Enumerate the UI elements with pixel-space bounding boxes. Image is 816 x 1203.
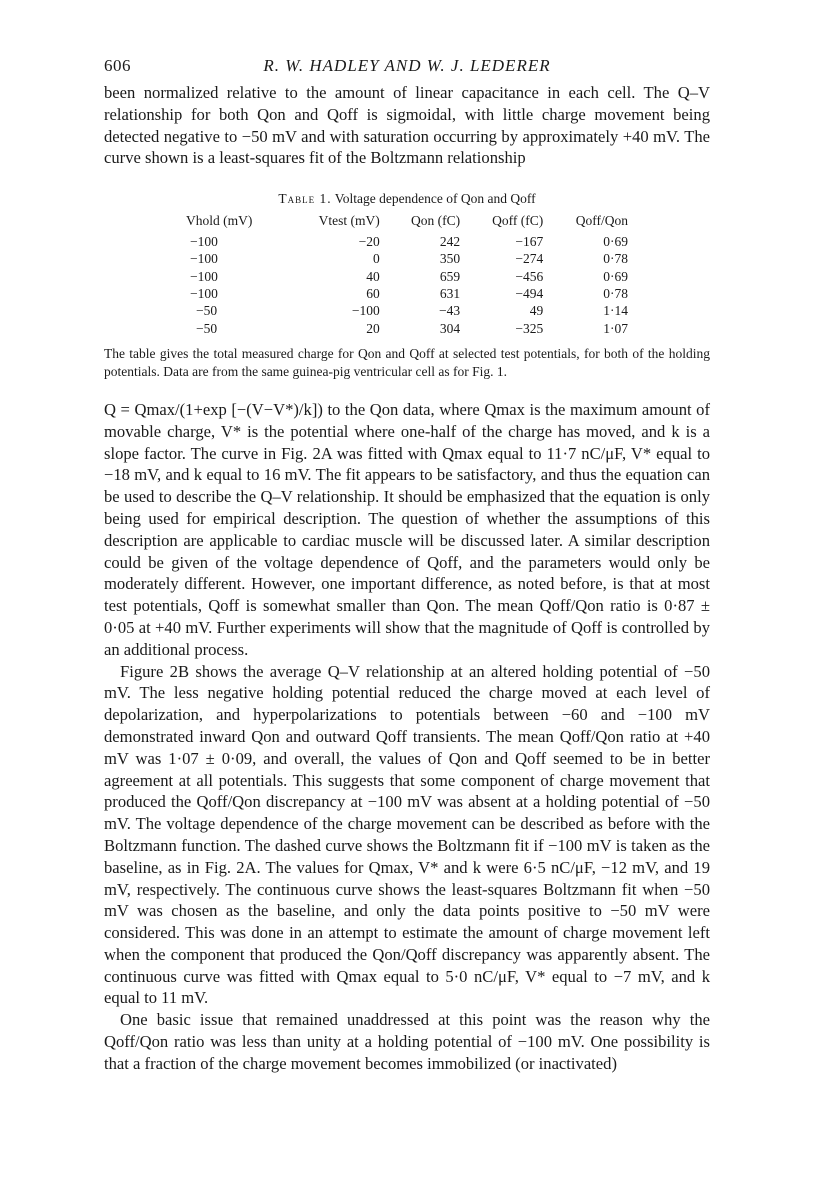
cell-qon: 242 [439, 234, 461, 250]
table-row [182, 233, 632, 250]
cell-vtest: 60 [366, 286, 380, 302]
paragraph-3: Figure 2B shows the average Q–V relationship at an altered holding potential of −50 mV. The less negative holding potential reduced the charge moved at each level of depolarization, and hyperpolarizations to potentials between −60 and −100 mV demonstrated inward Qon and outward Qoff transients. The mean Qoff/Qon ratio at +40 mV was 1·07 ± 0·09, and overall, the values of Qon and Qoff seemed to be in better agreement at all potentials. This suggests that some component of charge movement that produced the Qoff/Qon discrepancy at −100 mV was absent at a holding potential of −50 mV. The voltage dependence of the charge movement can be described as before with the Boltzmann function. The dashed curve shows the Boltzmann fit if −100 mV is taken as the baseline, as in Fig. 2A. The values for Qmax, V* and k were 6·5 nC/μF, −12 mV, and 19 mV, respectively. The continuous curve shows the least-squares Boltzmann fit when −50 mV was chosen as the baseline, and only the data points positive to −50 mV were considered. This was done in an attempt to estimate the amount of charge movement left when the component that produced the Qon/Qoff discrepancy was apparently absent. The continuous curve was fitted with Qmax equal to 5·0 nC/μF, V* equal to −7 mV, and k equal to 11 mV. [104, 661, 710, 1008]
table-1 [104, 191, 710, 381]
table-header-row [182, 211, 632, 233]
table-row [182, 302, 632, 319]
cell-ratio: 1·14 [603, 303, 628, 319]
data-table [182, 211, 632, 337]
table-row [182, 268, 632, 285]
cell-vtest: 20 [366, 320, 380, 336]
cell-vhold: −100 [190, 268, 218, 284]
cell-qon: −43 [438, 303, 461, 319]
paragraph-1: been normalized relative to the amount of linear capacitance in each cell. The Q–V relationship for both Qon and Qoff is sigmoidal, with little charge movement being detected negative to −50 mV and with saturation occurring by approximately +40 mV. The curve shown is a least-squares fit of the Boltzmann relationship [104, 83, 710, 168]
cell-vtest: −100 [351, 303, 380, 319]
table-title-text: Voltage dependence of Qon and Qoff [334, 191, 536, 207]
cell-vhold: −50 [196, 320, 218, 336]
cell-ratio: 0·69 [603, 268, 628, 284]
paper-page [104, 56, 710, 1075]
cell-vtest: −20 [358, 234, 380, 250]
cell-qoff: −456 [515, 268, 544, 284]
running-head: R. W. HADLEY AND W. J. LEDERER [263, 56, 551, 75]
cell-vhold: −100 [190, 286, 218, 302]
cell-ratio: 0·78 [603, 251, 628, 267]
table-row [182, 250, 632, 267]
column-header-ratio: Qoff/Qon [575, 213, 628, 229]
cell-qoff: −494 [515, 286, 544, 302]
cell-ratio: 1·07 [603, 320, 628, 336]
table-caption: The table gives the total measured charge for Qon and Qoff at selected test potentials, for both of the holding potentials. Data are from the same guinea-pig ventricular cell as for Fig. 1. [104, 345, 710, 379]
cell-vhold: −50 [196, 303, 218, 319]
cell-vtest: 0 [373, 251, 380, 267]
column-header-qoff: Qoff (fC) [492, 213, 544, 229]
cell-qoff: −325 [515, 320, 544, 336]
page-number: 606 [104, 56, 131, 75]
cell-ratio: 0·69 [603, 234, 628, 250]
table-label: Table 1. [278, 191, 332, 207]
cell-qon: 659 [439, 268, 461, 284]
paragraph-2: Q = Qmax/(1+exp [−(V−V*)/k]) to the Qon data, where Qmax is the maximum amount of movable charge, V* is the potential where one-half of the charge has moved, and k is a slope factor. The curve in Fig. 2A was fitted with Qmax equal to 11·7 nC/μF, V* equal to −18 mV, and k equal to 16 mV. The fit appears to be satisfactory, and thus the equation can be used to describe the Q–V relationship. It should be emphasized that the equation is only being used for empirical description. The question of whether the assumptions of this description are applicable to cardiac muscle will be discussed later. A similar description could be given of the voltage dependence of Qoff, and the parameters would only be moderately different. However, one important difference, as noted before, is that at most test potentials, Qoff is somewhat smaller than Qon. The mean Qoff/Qon ratio is 0·87 ± 0·05 at +40 mV. Further experiments will show that the magnitude of Qoff is controlled by an additional process. [104, 399, 710, 659]
cell-ratio: 0·78 [603, 286, 628, 302]
table-row [182, 320, 632, 337]
cell-qoff: −274 [515, 251, 544, 267]
column-header-vtest: Vtest (mV) [318, 213, 380, 229]
cell-qon: 631 [439, 286, 461, 302]
column-header-vhold: Vhold (mV) [186, 213, 253, 229]
cell-vhold: −100 [190, 251, 218, 267]
cell-qon: 304 [439, 320, 461, 336]
cell-qon: 350 [439, 251, 461, 267]
cell-vhold: −100 [190, 234, 218, 250]
table-row [182, 285, 632, 302]
table-title [104, 191, 710, 207]
page-header [104, 56, 710, 82]
paragraph-4: One basic issue that remained unaddressed at this point was the reason why the Qoff/Qon ratio was less than unity at a holding potential of −100 mV. One possibility is that a fraction of the charge movement becomes immobilized (or inactivated) [104, 1010, 710, 1073]
cell-vtest: 40 [366, 268, 380, 284]
column-header-qon: Qon (fC) [410, 213, 461, 229]
cell-qoff: 49 [529, 303, 544, 319]
cell-qoff: −167 [515, 234, 544, 250]
